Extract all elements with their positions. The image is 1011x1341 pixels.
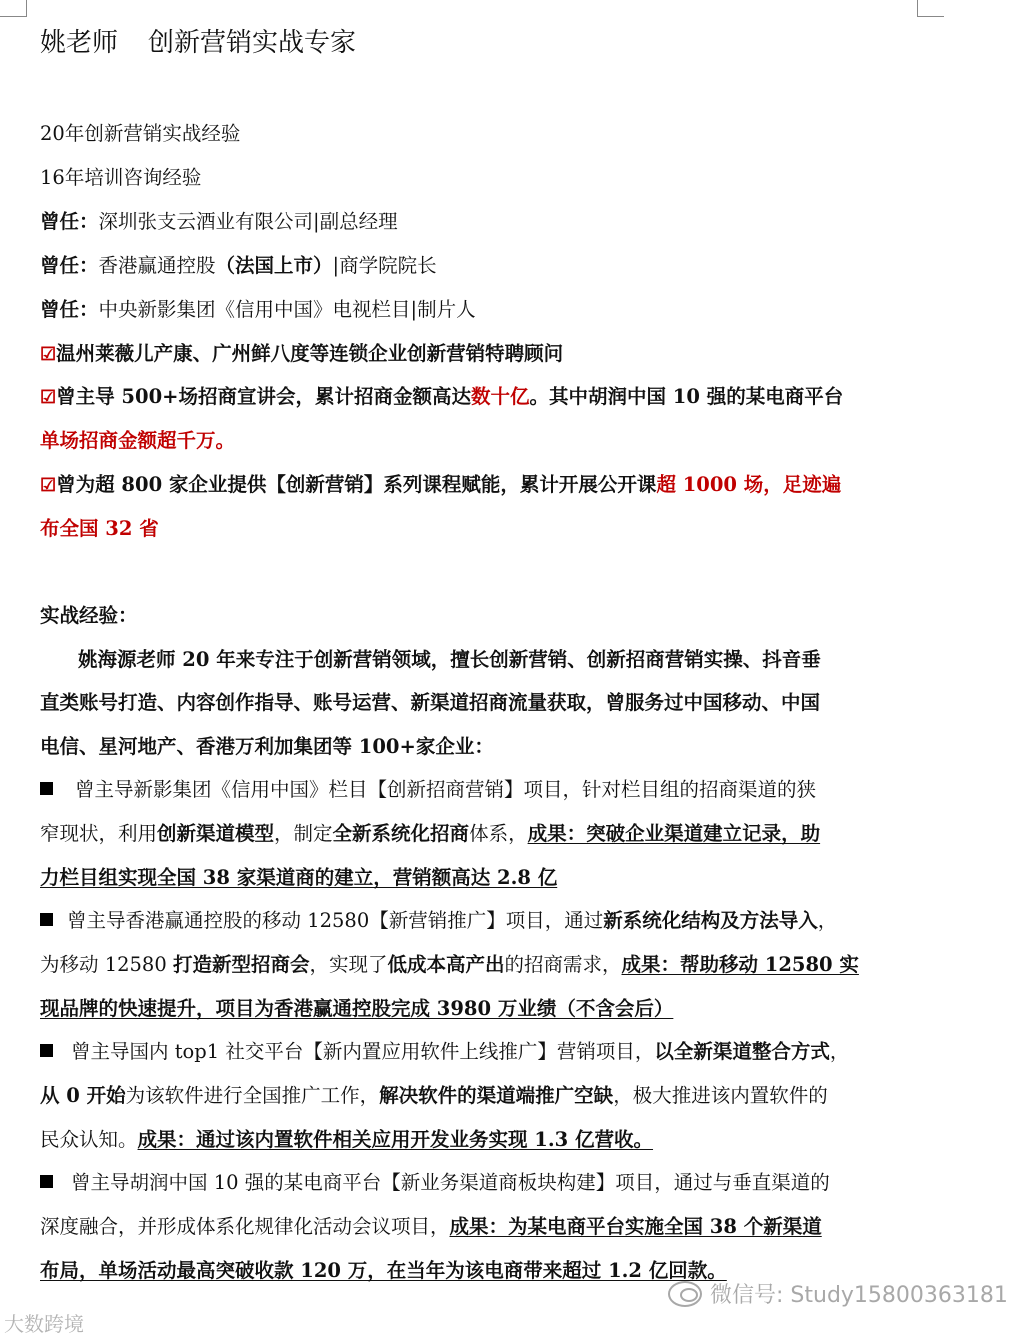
- highlight-emphasis: 超 1000 场，足迹遍: [656, 473, 842, 496]
- case-line: [40, 1214, 822, 1240]
- watermark-left: 大数跨境: [4, 1312, 84, 1336]
- case-text: 民众认知。: [40, 1128, 138, 1151]
- position-label: 曾任：: [40, 298, 99, 321]
- position-text: |商学院院长: [332, 254, 437, 277]
- case-line: [40, 821, 820, 847]
- position-text: 香港赢通控股: [98, 254, 216, 277]
- case-result: 力栏目组实现全国 38 家渠道商的建立，营销额高达 2.8 亿: [40, 866, 558, 889]
- case-text: ，极大推进该内置软件的: [613, 1084, 828, 1107]
- case-text: ，制定: [274, 822, 333, 845]
- section-intro: 直类账号打造、内容创作指导、账号运营、新渠道招商流量获取，曾服务过中国移动、中国: [40, 691, 821, 714]
- case-text: 的招商需求，: [504, 953, 622, 976]
- watermark-right: [668, 1278, 1008, 1309]
- case-text: 曾主导胡润中国 10 强的某电商平台【新业务渠道商板块构建】项目，通过与垂直渠道的: [71, 1171, 830, 1194]
- bullet-square-icon: [40, 782, 53, 795]
- case-result: 成果：帮助移动 12580 实: [621, 953, 859, 976]
- section-intro: 电信、星河地产、香港万利加集团等 100+家企业：: [40, 735, 494, 758]
- case-text: ，实现了: [309, 953, 388, 976]
- watermark-text: 微信号: Study15800363181: [710, 1283, 1008, 1308]
- position-text: 中央新影集团《信用中国》电视栏目|制片人: [98, 298, 476, 321]
- bullet-square-icon: [40, 1044, 53, 1057]
- highlight-text: 曾主导 500+场招商宣讲会，累计招商金额高达: [56, 385, 471, 408]
- title-name: 姚老师: [40, 28, 119, 58]
- highlight-text: 温州莱薇儿产康、广州鲜八度等连锁企业创新营销特聘顾问: [56, 342, 564, 365]
- case-text: 曾主导香港赢通控股的移动 12580【新营销推广】项目，通过: [67, 909, 604, 932]
- case-text: 曾主导国内 top1 社交平台【新内置应用软件上线推广】营销项目，: [71, 1040, 655, 1063]
- highlight-line: [40, 472, 841, 499]
- case-line: [40, 908, 837, 934]
- experience-line: 16年培训咨询经验: [40, 166, 202, 189]
- corner-crop-mark: [917, 0, 944, 17]
- position-label: 曾任：: [40, 254, 99, 277]
- case-text: 为移动 12580: [40, 953, 173, 976]
- case-text-bold: 解决软件的渠道端推广空缺: [379, 1084, 614, 1107]
- case-result: 成果：通过该内置软件相关应用开发业务实现 1.3 亿营收。: [137, 1128, 654, 1151]
- case-text-bold: 低成本高产出: [387, 953, 505, 976]
- position-line: [40, 209, 398, 235]
- case-text-bold: 全新系统化招商: [332, 822, 470, 845]
- case-text: ，: [817, 909, 838, 932]
- checkbox-icon: ☑: [40, 475, 57, 496]
- highlight-emphasis: 布全国 32 省: [40, 517, 159, 540]
- case-text: 体系，: [469, 822, 528, 845]
- position-line: [40, 297, 476, 323]
- position-text-bold: （法国上市）: [215, 254, 333, 277]
- case-text-bold: 新系统化结构及方法导入: [603, 909, 818, 932]
- bullet-square-icon: [40, 1175, 53, 1188]
- checkbox-icon: ☑: [40, 387, 57, 408]
- section-heading: 实战经验：: [40, 604, 138, 627]
- wechat-icon: [668, 1281, 702, 1307]
- case-line: [40, 1083, 828, 1109]
- position-label: 曾任：: [40, 210, 99, 233]
- highlight-emphasis: 数十亿: [470, 385, 530, 408]
- title-role: 创新营销实战专家: [148, 28, 357, 58]
- case-result: 布局，单场活动最高突破收款 120 万，在当年为该电商带来超过 1.2 亿回款。: [40, 1259, 727, 1282]
- case-text-bold: 打造新型招商会: [172, 953, 310, 976]
- position-text: 深圳张支云酒业有限公司|副总经理: [98, 210, 398, 233]
- case-line: [40, 1039, 849, 1065]
- case-text: 曾主导新影集团《信用中国》栏目【创新招商营销】项目，针对栏目组的招商渠道的狭: [75, 778, 817, 801]
- case-line: [40, 1170, 830, 1196]
- experience-line: 20年创新营销实战经验: [40, 122, 241, 145]
- case-line: [40, 1127, 653, 1153]
- checkbox-icon: ☑: [40, 344, 57, 365]
- section-intro: 姚海源老师 20 年来专注于创新营销领域，擅长创新营销、创新招商营销实操、抖音垂: [78, 648, 821, 671]
- case-text-bold: 以全新渠道整合方式: [654, 1040, 830, 1063]
- case-line: [40, 777, 816, 803]
- highlight-text: 曾为超 800 家企业提供【创新营销】系列课程赋能，累计开展公开课: [56, 473, 657, 496]
- bullet-square-icon: [40, 913, 53, 926]
- case-text: 深度融合，并形成体系化规律化活动会议项目，: [40, 1215, 450, 1238]
- case-text: 为该软件进行全国推广工作，: [125, 1084, 380, 1107]
- case-result: 成果：为某电商平台实施全国 38 个新渠道: [449, 1215, 822, 1238]
- case-text: 窄现状，利用: [40, 822, 158, 845]
- corner-crop-mark: [0, 0, 27, 17]
- case-result: 现品牌的快速提升，项目为香港赢通控股完成 3980 万业绩（不含会后）: [40, 997, 674, 1020]
- position-line: [40, 253, 437, 279]
- highlight-emphasis: 单场招商金额超千万。: [40, 429, 236, 452]
- highlight-line: [40, 384, 843, 411]
- case-text-bold: 从 0 开始: [40, 1084, 126, 1107]
- highlight-text: 。其中胡润中国 10 强的某电商平台: [529, 385, 844, 408]
- page-title: [40, 26, 356, 60]
- highlight-line: [40, 341, 563, 368]
- case-result: 成果：突破企业渠道建立记录，助: [527, 822, 821, 845]
- case-line: [40, 952, 859, 978]
- case-text-bold: 创新渠道模型: [157, 822, 275, 845]
- case-text: ，: [829, 1040, 850, 1063]
